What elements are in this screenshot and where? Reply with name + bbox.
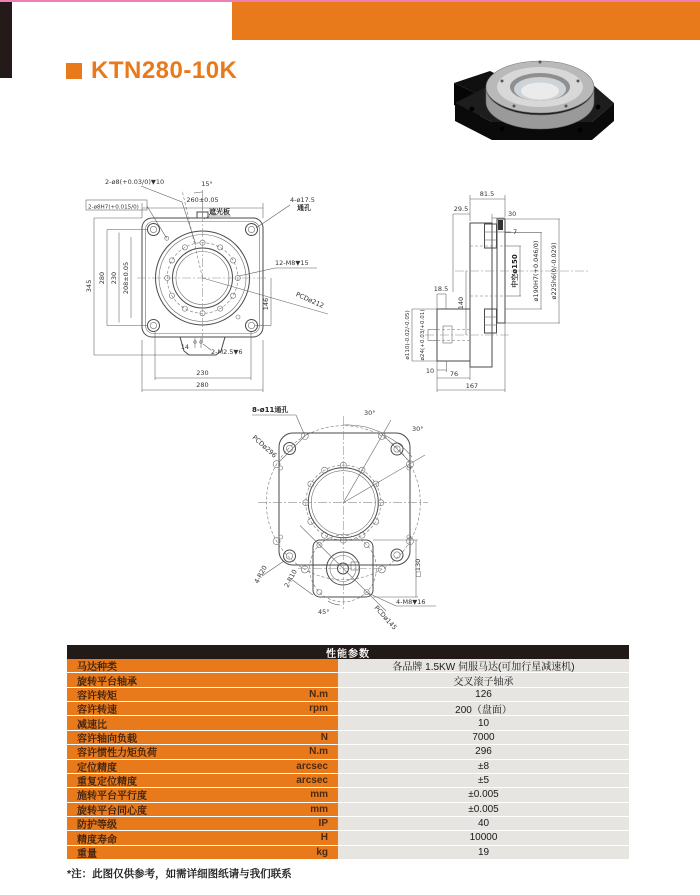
drawing-side-view [400,166,650,411]
row-value: 7000 [338,731,629,744]
row-value: 各品牌 1.5KW 伺服马达(可加行星减速机) [338,659,629,672]
table-row [67,659,629,673]
row-unit: N [320,731,328,743]
row-label: 容许轴向负载 [77,733,137,745]
corner-black-block [0,2,12,78]
table-row [67,716,629,730]
row-value: 10 [338,716,629,729]
row-unit: arcsec [296,775,328,787]
drawing-front-view [85,172,350,407]
side-dim-140: 140 [457,296,465,310]
row-label: 减速比 [77,719,107,731]
front-dim-345: 345 [85,279,93,293]
row-label: 重复定位精度 [77,777,137,789]
row-label: 旋转平台轴承 [77,676,137,688]
product-photo [440,47,628,153]
row-label: 施转平台平行度 [77,791,147,803]
table-row [67,803,629,817]
front-label-shade-plate: 遮光板 [209,208,230,216]
row-label: 容许转速 [77,705,117,717]
bottom-dim-4r20: 4-R20 [252,564,269,585]
bottom-dim-2r10: 2-R10 [282,568,299,589]
side-dim-o225: ø225h6(0/-0.029) [550,242,558,300]
bottom-dim-45: 45° [318,608,330,616]
row-value: 10000 [338,831,629,844]
front-dim-12m8: 12-M8▼15 [275,259,309,267]
drawing-bottom-view [228,398,488,656]
front-dim-4xo175: 4-ø17.5 [290,196,315,204]
side-dim-o110: ø110(-0.02/-0.05) [405,310,411,360]
front-dim-pcd212: PCDø212 [294,290,326,310]
row-label: 容许转矩 [77,690,117,702]
title-bullet-square [66,63,82,79]
row-unit: IP [318,818,328,830]
side-dim-295: 29.5 [453,205,469,213]
table-row [67,774,629,788]
table-row [67,831,629,845]
table-row [67,788,629,802]
table-row [67,817,629,831]
front-dim-208: 208±0.05 [122,261,130,295]
bottom-dim-4m8: 4-M8▼16 [396,598,426,606]
row-label: 旋转平台同心度 [77,805,147,817]
row-label: 重量 [77,848,97,860]
table-row [67,702,629,716]
side-dim-167: 167 [465,382,479,390]
row-value: ±5 [338,774,629,787]
row-value: ±0.005 [338,788,629,801]
side-dim-o190: ø190H7(+0.046/0) [532,240,540,302]
row-label: 定位精度 [77,762,117,774]
page-title: KTN280-10K [91,57,238,84]
row-value: ±0.005 [338,803,629,816]
footnote: *注：此图仅供参考，如需详细图纸请与我们联系 [67,868,292,880]
side-dim-185: 18.5 [433,285,449,293]
side-dim-7: 7 [513,228,518,236]
product-bearing-ring [486,61,594,130]
front-dim-230-left: 230 [110,271,118,285]
side-dim-10: 10 [425,367,435,375]
bottom-dim-30a: 30° [364,409,376,417]
front-dim-o8h7: 2-ø8H7(+0.015/0) [88,204,139,211]
row-value: 296 [338,745,629,758]
front-dim-230-bottom: 230 [196,369,209,377]
row-unit: N.m [309,688,328,700]
table-row [67,846,629,860]
row-value: 40 [338,817,629,830]
row-unit: mm [310,789,328,801]
bottom-outline [279,433,411,565]
front-dim-146: 146 [262,297,270,311]
bottom-dim-8xo11: 8-ø11通孔 [252,406,289,414]
row-unit: H [320,832,328,844]
bottom-dim-30b: 30° [412,425,424,433]
front-dim-m25: 2-M2.5▼6 [211,348,243,356]
front-dim-280-left: 280 [98,271,106,285]
row-label: 精度寿命 [77,834,117,846]
row-unit: arcsec [296,760,328,772]
side-dim-o24: ø24(+0.03/+0.01) [420,309,426,361]
table-row [67,745,629,759]
front-dim-4xo175-thru: 通孔 [297,204,311,212]
bottom-dim-pcd145: PCDø145 [372,603,399,632]
row-unit: N.m [309,746,328,758]
row-label: 容许惯性力矩负荷 [77,748,157,760]
row-unit: rpm [309,703,328,715]
table-row [67,688,629,702]
side-outline [437,219,505,367]
row-value: 126 [338,688,629,701]
spec-table-body [67,659,629,860]
row-value: ±8 [338,760,629,773]
bottom-dim-130: □130 [414,558,422,578]
front-dim-14: 14 [180,343,189,351]
row-unit: mm [310,803,328,815]
side-dim-76: 76 [449,370,459,378]
spec-table-title: 性能参数 [67,645,629,659]
row-value: 交叉滚子轴承 [338,673,629,686]
row-value: 200（盘面） [338,702,629,715]
table-row [67,673,629,687]
row-label: 马达种类 [77,662,117,674]
header-orange-bar [232,2,700,40]
front-dim-15deg: 15° [201,180,213,188]
row-label: 防护等级 [77,820,117,832]
side-dim-815: 81.5 [479,190,495,198]
page-title-row [66,57,237,85]
table-row [67,731,629,745]
front-dimensions [86,186,317,392]
row-value: 19 [338,846,629,859]
front-dim-280-bottom: 280 [196,381,209,389]
row-unit: kg [316,846,328,858]
side-dim-hollow150: 中空ø150 [511,254,519,288]
bottom-dim-pcd296: PCDø296 [250,433,279,460]
table-row [67,760,629,774]
spec-table [67,645,629,860]
side-dim-30: 30 [508,210,517,218]
front-dim-2xo8: 2-ø8(+0.03/0)▼10 [105,178,165,186]
side-centerlines [425,271,590,335]
front-dim-260: 260±0.05 [186,196,219,204]
